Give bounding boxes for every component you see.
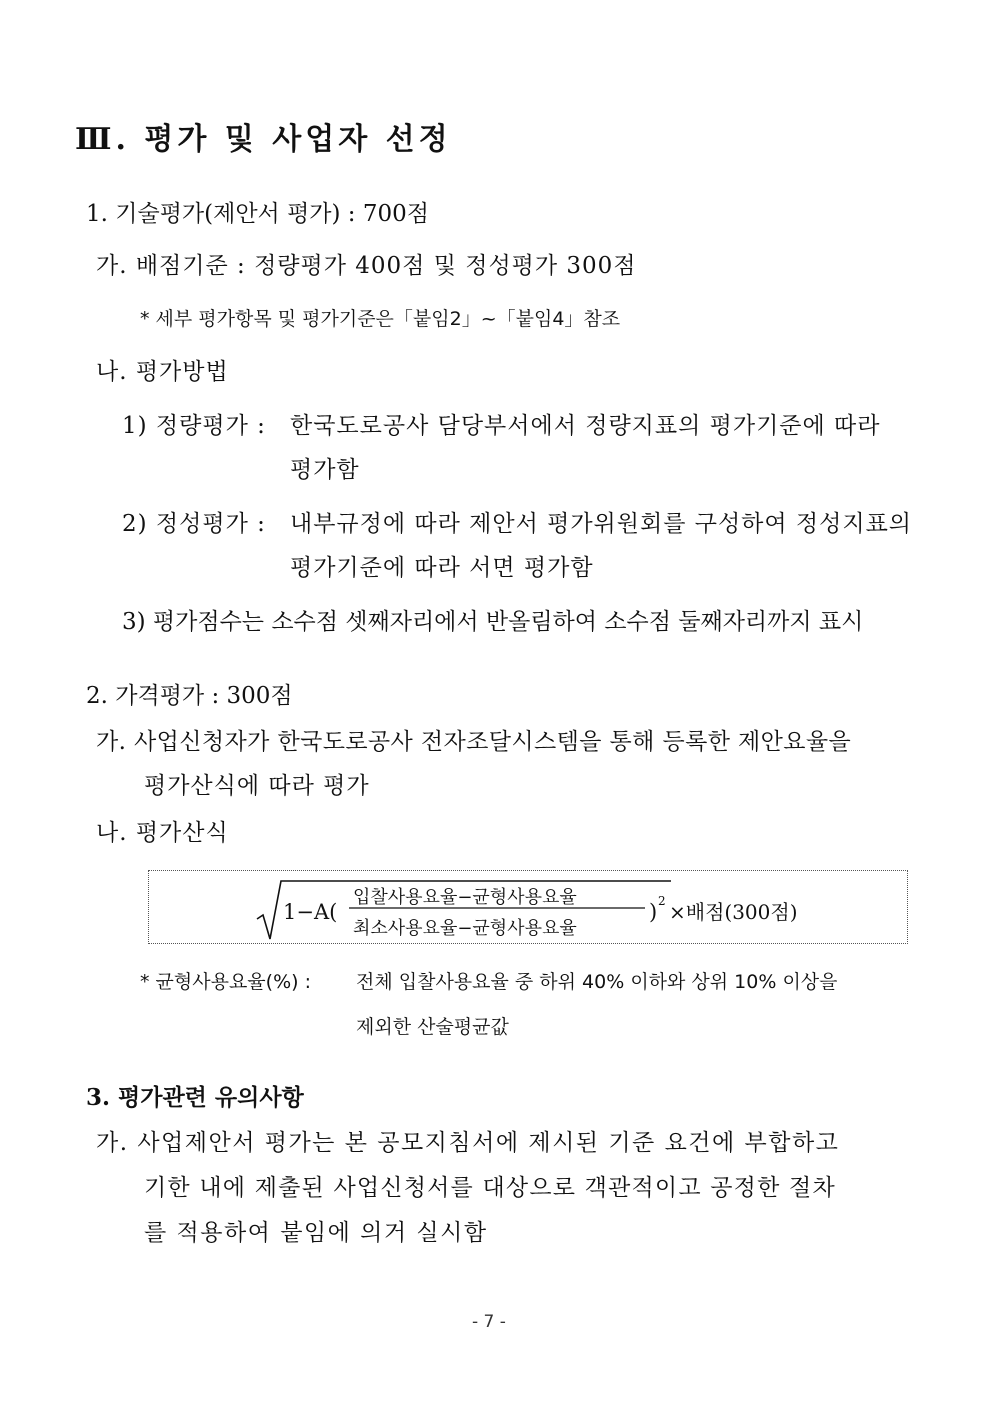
s1-ga-line: 가. 배점기준 : 정량평가 400점 및 정성평가 300점 [96, 253, 637, 279]
s2-ga-line1: 가. 사업신청자가 한국도로공사 전자조달시스템을 통해 등록한 제안요율을 [96, 729, 852, 755]
s1-item1-text-line2: 평가함 [290, 457, 360, 483]
s1-item1-text-line1: 한국도로공사 담당부서에서 정량지표의 평가기준에 따라 [290, 413, 881, 439]
s1-heading: 1. 기술평가(제안서 평가) : 700점 [86, 201, 429, 227]
s2-heading: 2. 가격평가 : 300점 [86, 683, 293, 709]
s1-na-line: 나. 평가방법 [96, 359, 229, 385]
formula-svg [149, 871, 907, 943]
page-number: - 7 - [472, 1312, 506, 1332]
s1-item1-label: 1) 정량평가 : [122, 413, 266, 439]
formula-denominator: 최소사용요율−균형사용요율 [353, 918, 577, 939]
formula-prefix: 1−A( [283, 900, 338, 924]
formula-suffix: ×배점(300점) [669, 900, 798, 924]
formula-exponent: 2 [658, 894, 666, 908]
s1-item3: 3) 평가점수는 소수점 셋째자리에서 반올림하여 소수점 둘째자리까지 표시 [122, 609, 864, 635]
s1-item2-text-line1: 내부규정에 따라 제안서 평가위원회를 구성하여 정성지표의 [290, 511, 913, 537]
s1-item2-text-line2: 평가기준에 따라 서면 평가함 [290, 555, 594, 581]
s1-item2-label: 2) 정성평가 : [122, 511, 266, 537]
s2-note-line1: 전체 입찰사용요율 중 하위 40% 이하와 상위 10% 이상을 [356, 971, 838, 993]
formula-numerator: 입찰사용요율−균형사용요율 [353, 887, 577, 908]
s2-note-label: * 균형사용요율(%) : [140, 971, 311, 993]
s1-ga-note: * 세부 평가항목 및 평가기준은「붙임2」~「붙임4」참조 [140, 308, 621, 330]
s3-ga-line2: 기한 내에 제출된 사업신청서를 대상으로 객관적이고 공정한 절차 [144, 1175, 836, 1201]
s3-ga-line1: 가. 사업제안서 평가는 본 공모지침서에 제시된 기준 요건에 부합하고 [96, 1130, 840, 1156]
s3-heading: 3. 평가관련 유의사항 [86, 1084, 304, 1111]
s2-na-line: 나. 평가산식 [96, 820, 229, 846]
s2-note-line2: 제외한 산술평균값 [356, 1016, 509, 1038]
formula-close-paren: ) [649, 900, 658, 924]
section-title: Ⅲ. 평가 및 사업자 선정 [75, 122, 452, 157]
formula-box [148, 870, 908, 944]
s3-ga-line3: 를 적용하여 붙임에 의거 실시함 [144, 1220, 488, 1246]
s2-ga-line2: 평가산식에 따라 평가 [144, 773, 370, 799]
